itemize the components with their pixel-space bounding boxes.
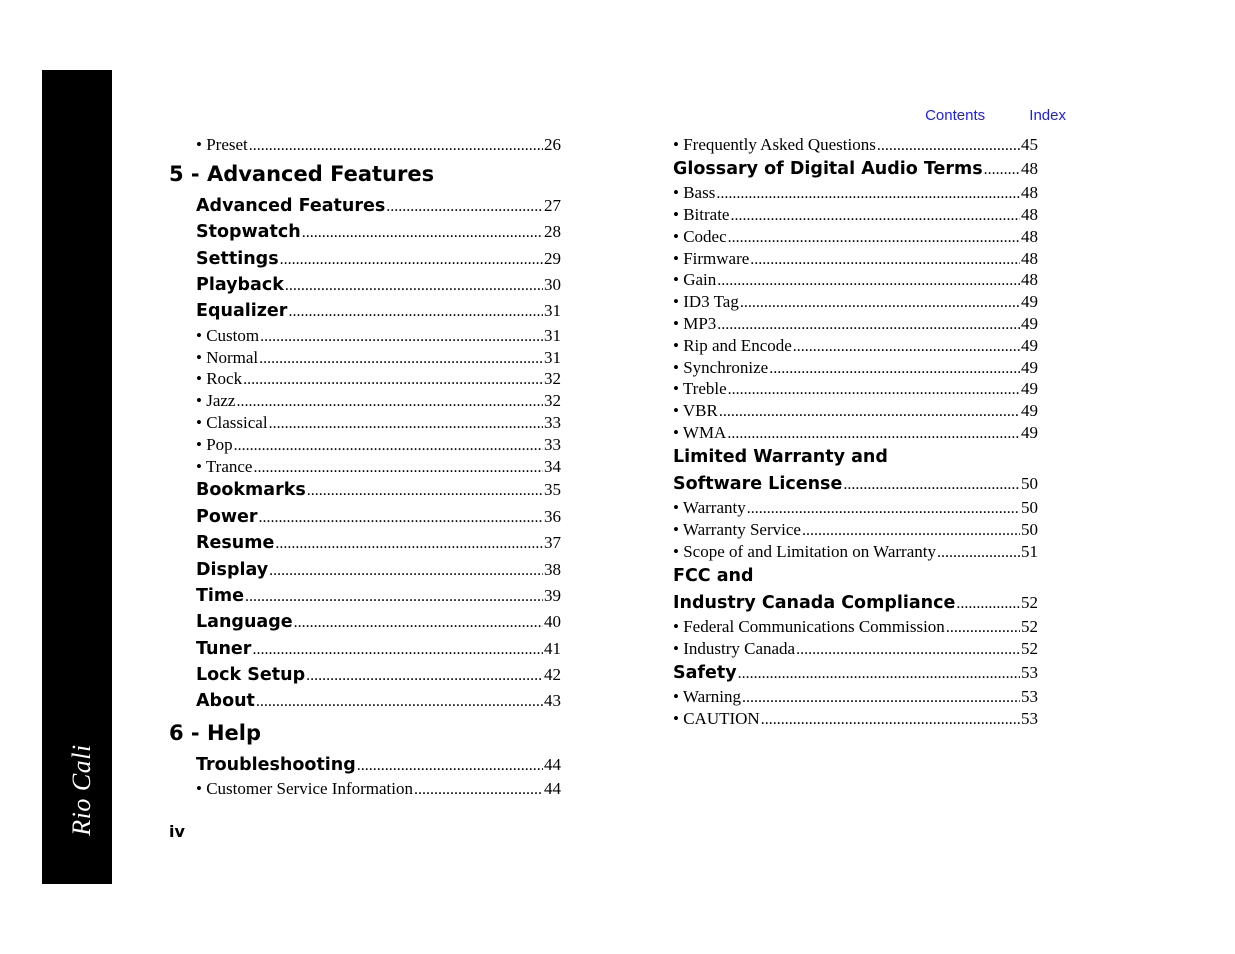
toc-subentry[interactable] [673, 541, 1038, 563]
toc-entry-page: 52 [1021, 616, 1038, 636]
dot-leader [249, 135, 543, 157]
toc-entry-label: Display [196, 559, 269, 580]
dot-leader [307, 478, 543, 504]
toc-entry-page: 49 [1021, 292, 1038, 312]
toc-entry-label: • Codec [673, 226, 727, 246]
toc-entry-label: • Gain [673, 270, 717, 290]
toc-entry-label: • Industry Canada [673, 638, 796, 658]
dot-leader [717, 314, 1020, 336]
toc-entry-page: 49 [1021, 357, 1038, 377]
toc-entry-label: • Normal [196, 347, 259, 367]
dot-leader [285, 273, 543, 299]
dot-leader [234, 435, 543, 457]
toc-entry-label: • Synchronize [673, 357, 769, 377]
toc-subentry[interactable] [673, 686, 1038, 708]
brand-title: Rio Cali [67, 744, 96, 836]
toc-entry[interactable] [196, 609, 561, 635]
toc-entry-label: • MP3 [673, 313, 717, 333]
toc-entry-page: 49 [1021, 335, 1038, 355]
toc-entry-page: 45 [1021, 135, 1038, 154]
dot-leader [719, 401, 1020, 423]
toc-entry[interactable] [196, 246, 561, 272]
dot-leader [796, 639, 1020, 661]
dot-leader [738, 661, 1020, 687]
toc-entry-page: 50 [1021, 498, 1038, 518]
toc-entry-label: • CAUTION [673, 708, 760, 728]
toc-entry-page: 40 [544, 612, 561, 632]
toc-subentry[interactable] [196, 368, 561, 390]
toc-subentry[interactable] [673, 134, 1038, 156]
toc-entry-page: 48 [1021, 270, 1038, 290]
toc-entry-page: 34 [544, 456, 561, 476]
toc-entry-page: 50 [1021, 473, 1038, 493]
toc-entry-label: • Frequently Asked Questions [673, 135, 876, 154]
toc-entry-label: Software License [673, 473, 843, 494]
toc-entry-page: 33 [544, 434, 561, 454]
toc-subentry[interactable] [673, 422, 1038, 444]
toc-entry-page: 48 [1021, 248, 1038, 268]
section-5-title: 5 - Advanced Features [169, 161, 435, 186]
toc-entry[interactable] [196, 583, 561, 609]
toc-right-column [673, 134, 1038, 730]
toc-entry-label: • Treble [673, 379, 727, 399]
toc-entry-page: 48 [1021, 183, 1038, 203]
dot-leader [236, 391, 543, 413]
dot-leader [275, 531, 543, 557]
toc-entry[interactable] [196, 662, 561, 688]
toc-entry-label: • Preset [196, 135, 248, 154]
dot-leader [260, 326, 543, 348]
toc-entry-page: 51 [1021, 541, 1038, 561]
toc-entry-label: • WMA [673, 422, 727, 442]
toc-entry-label: Language [196, 612, 293, 633]
toc-entry[interactable] [673, 590, 1038, 616]
toc-entry-label: • ID3 Tag [673, 292, 739, 312]
toc-entry-label: Troubleshooting [196, 754, 356, 775]
toc-entry[interactable] [196, 688, 561, 714]
dot-leader [742, 687, 1020, 709]
toc-entry[interactable] [196, 752, 561, 778]
toc-subentry[interactable] [196, 778, 561, 800]
dot-leader [280, 247, 543, 273]
toc-entry-page: 49 [1021, 379, 1038, 399]
dot-leader [728, 379, 1020, 401]
dot-leader [877, 135, 1020, 157]
toc-entry[interactable] [196, 477, 561, 503]
toc-entry-page: 53 [1021, 686, 1038, 706]
toc-entry-page: 33 [544, 412, 561, 432]
toc-subentry[interactable] [196, 434, 561, 456]
toc-entry-label: Power [196, 506, 258, 527]
toc-entry[interactable] [196, 530, 561, 556]
toc-entry-label: • Federal Communications Commission [673, 616, 945, 636]
toc-subentry[interactable] [673, 357, 1038, 379]
dot-leader [269, 413, 543, 435]
dot-leader [769, 358, 1020, 380]
dot-leader [269, 558, 543, 584]
dot-leader [259, 505, 543, 531]
dot-leader [294, 610, 543, 636]
toc-entry-page: 31 [544, 301, 561, 321]
dot-leader [414, 779, 543, 801]
toc-entry-page: 50 [1021, 519, 1038, 539]
toc-entry[interactable] [196, 557, 561, 583]
toc-entry-label: Glossary of Digital Audio Terms [673, 158, 983, 179]
toc-entry-label: • Warranty Service [673, 519, 801, 539]
toc-subentry[interactable] [673, 638, 1038, 660]
dot-leader [302, 220, 543, 246]
toc-entry-page: 31 [544, 347, 561, 367]
toc-subentry[interactable] [673, 400, 1038, 422]
toc-entry-label: Safety [673, 662, 737, 683]
dot-leader [256, 689, 543, 715]
page-number: iv [169, 822, 185, 841]
toc-entry-page: 48 [1021, 158, 1038, 178]
toc-entry[interactable] [196, 134, 561, 156]
dot-leader [747, 498, 1020, 520]
toc-entry-label: • Pop [196, 434, 233, 454]
toc-entry-page: 49 [1021, 422, 1038, 442]
dot-leader [946, 617, 1020, 639]
toc-subentry[interactable] [196, 390, 561, 412]
toc-subentry[interactable] [673, 226, 1038, 248]
dot-leader [717, 270, 1020, 292]
dot-leader [288, 299, 543, 325]
toc-subentry[interactable] [673, 313, 1038, 335]
toc-entry-label: • Scope of and Limitation on Warranty [673, 541, 936, 561]
dot-leader [761, 709, 1020, 731]
dot-leader [252, 637, 543, 663]
toc-entry-label: • Customer Service Information [196, 779, 413, 799]
toc-entry-page: 44 [544, 779, 561, 799]
toc-entry[interactable] [673, 660, 1038, 686]
toc-entry-page: 27 [544, 195, 561, 215]
toc-entry-label: Bookmarks [196, 480, 306, 501]
toc-entry-label: • Bass [673, 183, 716, 203]
toc-entry-page: 30 [544, 274, 561, 294]
toc-entry-label: Settings [196, 248, 279, 269]
toc-subentry[interactable] [673, 269, 1038, 291]
toc-entry-page: 29 [544, 248, 561, 268]
toc-entry-label: Equalizer [196, 301, 288, 322]
toc-entry-label: • Trance [196, 456, 253, 476]
toc-entry-page: 48 [1021, 226, 1038, 246]
toc-subentry[interactable] [196, 347, 561, 369]
dot-leader [802, 520, 1020, 542]
dot-leader [728, 227, 1020, 249]
toc-subentry[interactable] [673, 378, 1038, 400]
toc-subentry[interactable] [196, 456, 561, 478]
toc-entry-page: 44 [544, 754, 561, 774]
toc-subentry[interactable] [673, 616, 1038, 638]
toc-entry-page: 31 [544, 325, 561, 345]
toc-entry-label: Lock Setup [196, 665, 306, 686]
toc-entry-page: 48 [1021, 204, 1038, 224]
index-link[interactable]: Index [1029, 107, 1066, 124]
dot-leader [243, 369, 543, 391]
toc-entry-label: • Bitrate [673, 204, 730, 224]
dot-leader [357, 753, 543, 779]
toc-entry-label: • Rock [196, 369, 243, 389]
dot-leader [984, 157, 1020, 183]
toc-entry-label: • Firmware [673, 248, 750, 268]
toc-entry-page: 38 [544, 559, 561, 579]
toc-entry-page: 43 [544, 691, 561, 711]
toc-entry-page: 37 [544, 533, 561, 553]
toc-entry-label: • Classical [196, 412, 268, 432]
toc-entry[interactable] [196, 504, 561, 530]
dot-leader [386, 194, 543, 220]
toc-entry-page: 28 [544, 222, 561, 242]
toc-entry-label: Industry Canada Compliance [673, 592, 956, 613]
toc-entry-page: 49 [1021, 313, 1038, 333]
toc-subentry[interactable] [673, 497, 1038, 519]
toc-subentry[interactable] [673, 204, 1038, 226]
toc-entry[interactable] [196, 193, 561, 219]
toc-entry[interactable] [196, 219, 561, 245]
toc-entry-page: 39 [544, 585, 561, 605]
toc-entry[interactable] [673, 156, 1038, 182]
toc-entry-label: • Warranty [673, 498, 746, 518]
toc-entry-label: • Warning [673, 686, 742, 706]
toc-entry-label: Tuner [196, 638, 252, 659]
toc-left-column [169, 134, 561, 800]
dot-leader [956, 591, 1020, 617]
toc-entry-label: About [196, 691, 255, 712]
toc-entry-page: 42 [544, 665, 561, 685]
dot-leader [245, 584, 543, 610]
fcc-heading-line1: FCC and [673, 565, 754, 586]
toc-subentry[interactable] [673, 182, 1038, 204]
toc-entry-page: 53 [1021, 662, 1038, 682]
dot-leader [937, 542, 1020, 564]
toc-entry-label: Time [196, 585, 245, 606]
toc-entry[interactable] [673, 471, 1038, 497]
toc-entry-label: Advanced Features [196, 195, 386, 216]
toc-entry-label: • Custom [196, 325, 260, 345]
dot-leader [727, 423, 1020, 445]
toc-subentry[interactable] [196, 325, 561, 347]
contents-link[interactable]: Contents [925, 107, 986, 124]
toc-entry-page: 35 [544, 480, 561, 500]
toc-entry-label: Stopwatch [196, 222, 301, 243]
toc-entry-page: 52 [1021, 638, 1038, 658]
toc-subentry[interactable] [673, 708, 1038, 730]
dot-leader [750, 249, 1020, 271]
toc-entry[interactable] [196, 298, 561, 324]
dot-leader [843, 472, 1020, 498]
toc-subentry[interactable] [673, 335, 1038, 357]
warranty-heading-line1: Limited Warranty and [673, 446, 888, 467]
toc-subentry[interactable] [673, 291, 1038, 313]
dot-leader [730, 205, 1020, 227]
toc-entry-label: • Rip and Encode [673, 335, 792, 355]
toc-subentry[interactable] [196, 412, 561, 434]
toc-entry-page: 52 [1021, 592, 1038, 612]
section-6-title: 6 - Help [169, 720, 261, 745]
dot-leader [740, 292, 1020, 314]
toc-subentry[interactable] [673, 519, 1038, 541]
toc-entry-page: 26 [544, 135, 561, 154]
dot-leader [793, 336, 1020, 358]
toc-entry-page: 53 [1021, 708, 1038, 728]
dot-leader [259, 348, 543, 370]
toc-entry-page: 32 [544, 369, 561, 389]
toc-entry-label: • Jazz [196, 391, 236, 411]
toc-entry-page: 32 [544, 391, 561, 411]
toc-entry-page: 36 [544, 506, 561, 526]
top-nav [885, 107, 1066, 124]
dot-leader [253, 457, 543, 479]
toc-entry-label: • VBR [673, 401, 718, 421]
toc-entry-label: Resume [196, 533, 275, 554]
toc-entry[interactable] [196, 272, 561, 298]
toc-entry[interactable] [196, 636, 561, 662]
toc-entry-page: 49 [1021, 401, 1038, 421]
toc-entry-page: 41 [544, 638, 561, 658]
toc-entry-label: Playback [196, 274, 284, 295]
dot-leader [306, 663, 543, 689]
dot-leader [716, 183, 1020, 205]
toc-subentry[interactable] [673, 248, 1038, 270]
